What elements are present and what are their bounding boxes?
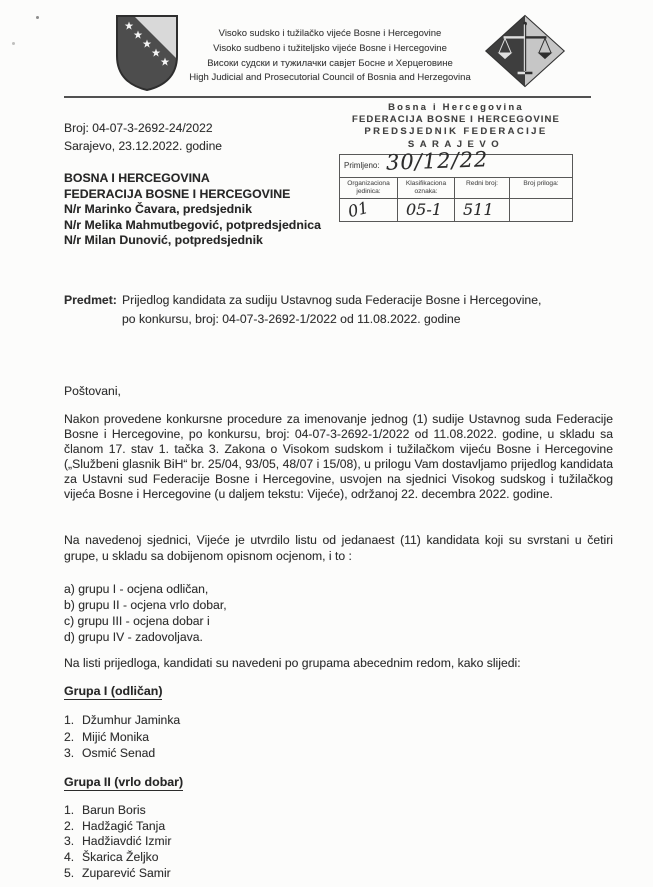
group-2-heading — [64, 775, 183, 789]
candidate-name: Hadžagić Tanja — [82, 818, 166, 833]
grade-group-item: a) grupu I - ocjena odličan, — [64, 582, 209, 596]
org-line-bosnian: Visoko sudsko i tužilačko vijeće Bosne i Hercegovine — [218, 28, 442, 39]
paragraph-2: Na navedenoj sjednici, Vijeće je utvrdilo listu od jedanaest (11) kandidata koji su svrstani u četiri grupe, u skladu sa dobijenom opisnom ocjenom, i to : — [64, 533, 613, 563]
scan-speck — [36, 16, 39, 19]
header-divider — [64, 96, 591, 98]
stamp-office: PREDSJEDNIK FEDERACIJE — [364, 126, 548, 138]
candidate-number: 5. — [64, 865, 75, 880]
grade-group-item: c) grupu III - ocjena dobar i — [64, 614, 210, 629]
candidate-name: Škarica Željko — [82, 850, 159, 865]
group-1-members — [64, 712, 180, 762]
stamp-country: Bosna i Hercegovina — [388, 102, 524, 113]
stamp-col-value: 05-1 — [398, 199, 455, 221]
org-line-serbian-cyrillic: Високи судски и тужилачки савјет Босне и Херцеговине — [207, 57, 453, 69]
paragraph-1: Nakon provedene konkursne procedure za imenovanje jednog (1) sudije Ustavnog suda Federacije Bosne i Hercegovine, po konkursu, broj: 04-07-3-2692-1/2022 od 11.08.2022. godine, u skladu sa članom 17. stav 1. tačka 3. Zakona o Visokom sudskom i tužilačkom vijeću Bosne i Hercegovine („Službeni glasnik BiH“ br. 25/04, 93/05, 48/07 i 15/08), u prilogu Vam dostavljamo prijedlog kandidata za Ustavni sud Federacije Bosne i Hercegovine, usvojen na sjednici Visokog sudskog i tužilačkog vijeća Bosne i Hercegovine (u daljem tekstu: Vijeće), održanoj 22. decembra 2022. godine. — [64, 412, 613, 501]
received-date-handwritten: 30/12/22 — [385, 147, 489, 175]
scan-speck — [12, 42, 15, 45]
candidate-number: 3. — [64, 834, 75, 849]
candidate-name: Hadžiavdić Izmir — [82, 834, 172, 849]
candidate-name: Barun Boris — [82, 803, 146, 817]
candidate-row — [64, 803, 171, 819]
stamp-col-label: Broj priloga: — [523, 179, 559, 187]
candidate-row — [64, 712, 180, 729]
candidate-number: 3. — [64, 746, 75, 761]
candidate-row — [64, 866, 171, 882]
group-2-heading-text: Grupa II (vrlo dobar) — [64, 775, 184, 789]
candidate-name: Osmić Senad — [82, 746, 156, 761]
candidate-name: Džumhur Jaminka — [82, 713, 181, 727]
group-1-heading-text: Grupa I (odličan) — [64, 684, 163, 698]
candidate-number: 1. — [64, 803, 75, 817]
candidate-number: 4. — [64, 850, 75, 865]
subject-line-2: po konkursu, broj: 04-07-3-2692-1/2022 od 11.08.2022. godine — [122, 311, 461, 326]
subject-block — [64, 291, 616, 328]
grade-group-item: b) grupu II - ocjena vrlo dobar, — [64, 598, 227, 613]
stamp-col-value: 511 — [455, 199, 510, 221]
addressee-line: N/r Marinko Čavara, predsjednik — [64, 202, 252, 217]
candidate-row — [64, 729, 180, 746]
candidate-row — [64, 745, 180, 762]
org-line-croatian: Visoko sudbeno i tužiteljsko vijeće Bosne i Hercegovine — [213, 42, 447, 54]
org-title-block — [175, 27, 485, 86]
candidate-name: Zuparević Samir — [82, 865, 171, 880]
candidate-row — [64, 850, 171, 866]
addressee-block — [64, 171, 321, 249]
stamp-col-value — [340, 199, 398, 221]
stamp-values-row — [340, 199, 572, 221]
handwritten-value: 01 — [346, 198, 371, 222]
subject-text — [122, 291, 541, 328]
addressee-line: N/r Milan Dunović, potpredsjednik — [64, 233, 263, 248]
stamp-header-row — [340, 178, 572, 200]
candidate-name: Mijić Monika — [82, 729, 150, 744]
addressee-line: BOSNA I HERCEGOVINA — [64, 171, 210, 185]
candidate-row — [64, 834, 171, 850]
subject-line-1: Prijedlog kandidata za sudiju Ustavnog suda Federacije Bosne i Hercegovine, — [122, 293, 542, 307]
grade-group-item: d) grupu IV - zadovoljava. — [64, 630, 203, 645]
subject-label: Predmet: — [64, 293, 117, 307]
stamp-col-label: Organizaciona jedinica: — [340, 178, 398, 199]
place-and-date: Sarajevo, 23.12.2022. godine — [64, 139, 223, 153]
addressee-line: FEDERACIJA BOSNE I HERCEGOVINE — [64, 186, 291, 201]
paragraph-3: Na listi prijedloga, kandidati su navedeni po grupama abecednim redom, kako slijedi: — [64, 656, 521, 670]
received-label: Primljeno: — [344, 160, 380, 170]
document-info — [64, 119, 222, 155]
document-number: Broj: 04-07-3-2692-24/2022 — [64, 121, 213, 135]
stamp-federation: FEDERACIJA BOSNE I HERCEGOVINE — [352, 114, 560, 126]
hjpc-scales-emblem-icon — [484, 14, 566, 88]
addressee-line: N/r Melika Mahmutbegović, potpredsjednica — [64, 217, 321, 232]
stamp-col-label: Redni broj: — [455, 178, 510, 199]
org-line-english: High Judicial and Prosecutorial Council of Bosnia and Herzegovina — [189, 72, 471, 84]
receipt-stamp — [339, 102, 573, 222]
candidate-number: 2. — [64, 729, 75, 744]
candidate-number: 2. — [64, 818, 75, 833]
candidate-row — [64, 819, 171, 835]
stamp-col-value — [510, 199, 572, 221]
bih-coat-of-arms-icon — [114, 14, 180, 92]
group-1-heading — [64, 684, 162, 698]
group-2-members — [64, 803, 171, 882]
salutation: Poštovani, — [64, 384, 121, 398]
stamp-col-label: Klasifikaciona oznaka: — [398, 178, 455, 199]
stamp-table — [339, 147, 573, 223]
stamp-received-row — [340, 147, 572, 178]
stamp-city: SARAJEVO — [407, 138, 505, 150]
grade-groups-list — [64, 581, 227, 645]
candidate-number: 1. — [64, 713, 75, 727]
